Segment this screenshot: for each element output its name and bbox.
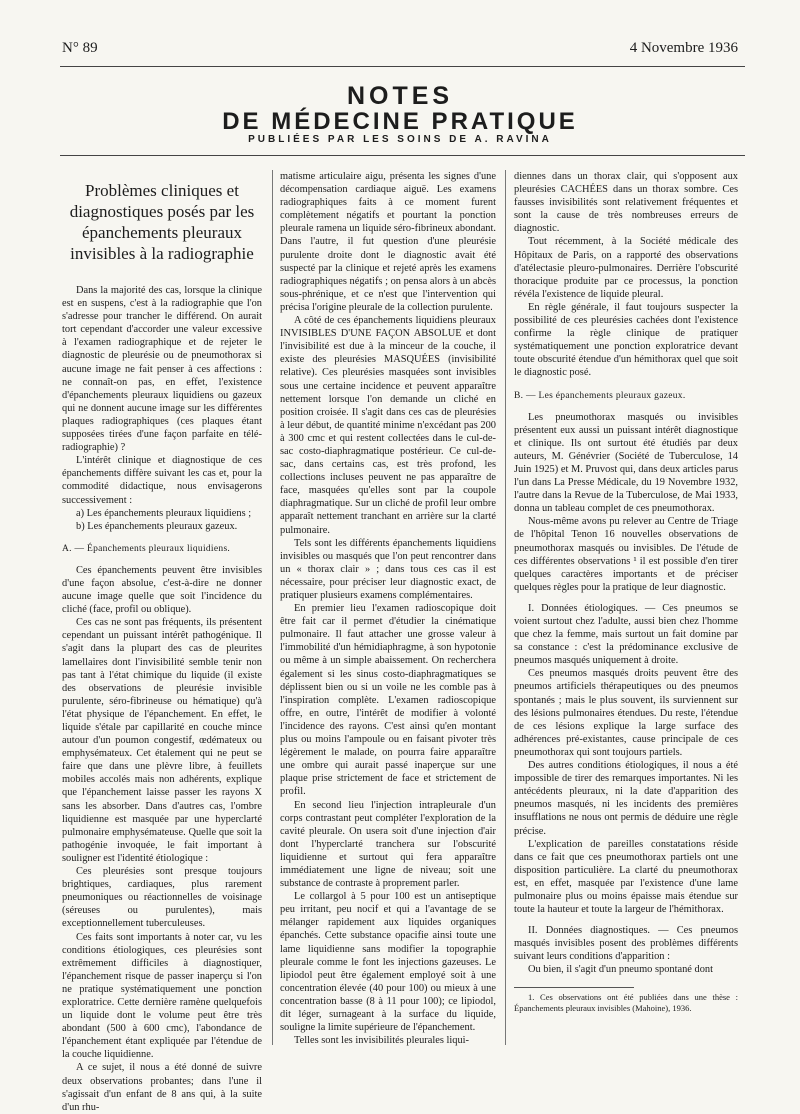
paragraph: Nous-même avons pu relever au Centre de Triage de l'hôpital Tenon 16 nouvelles observations de pneumothorax masqués ou invisibles. De l'étude de ces différentes observations ¹ il est possible d'en tirer quelques caractères importants et de préciser quelques règles pour la pratique de leur diagnostic. [514, 516, 738, 593]
paragraph: Dans la majorité des cas, lorsque la clinique est en suspens, c'est à la radiographie que l'on s'adresse pour trancher le différend. On aurait tort cependant d'accorder une valeur excessive à l'examen radiographique et de rejeter le diagnostic de pleurésie ou de pneumothorax si aucune image ne fait penser à ces affections : ne connaît-on pas, en effet, l'existence d'épanchements pleuraux liquidiens ou gazeux qui ne donnent aucune image sur les différentes plaques radiographiques (ces plaques étant supposées tirées d'une façon parfaite en télé-radiographie) ? [62, 285, 262, 454]
footnote-rule [514, 987, 634, 988]
masthead-title-line1: NOTES [346, 82, 454, 110]
paragraph: Le collargol à 5 pour 100 est un antiseptique peu irritant, peu nocif et qui a l'avantage de se mélanger rapidement aux liquides organiques épanchés. Cette substance opacifie ainsi toute une lame liquidienne sans modifier la topographie pleurale comme le font les injections gazeuses. Le lipiodol peut être également employé soit à une concentration élevée (40 pour 100) ou mieux à une concentration basse (8 à 11 pour 100); ce lipiodol, dit léger, surnageant à la surface du liquide, souligne la limite supérieure de l'épanchement. [280, 891, 496, 1034]
paragraph: En règle générale, il faut toujours suspecter la possibilité de ces pleurésies cachées dont l'existence confirme la règle clinique de pratiquer systématiquement une ponction exploratrice devant toute obscurité étendue d'un hémithorax quel que soit le diagnostic posé. [514, 301, 738, 379]
paragraph: Tout récemment, à la Société médicale des Hôpitaux de Paris, on a rapporté des observations d'atélectasie pleuro-pulmonaires. Derrière l'obscurité thoracique produite par ce processus, la ponction révéla l'existence de liquide pleural. [514, 236, 738, 300]
list-item: b) Les épanchements pleuraux gazeux. [76, 520, 238, 532]
article-title: Problèmes cliniques et diagnostiques posés par les épanchements pleuraux invisibles à la radiographie [69, 181, 255, 263]
paragraph: Ces pneumos masqués droits peuvent être des pneumos artificiels thérapeutiques ou des pneumos spontanés ; mais le plus souvent, ils surviennent sur des lésions pulmonaires étendues. Du reste, l'étendue de ces lésions explique la large surface des adhérences pré-existantes, cause principale de ces pneumothorax qui sont toujours partiels. [514, 668, 738, 758]
paragraph: Ces épanchements peuvent être invisibles d'une façon absolue, c'est-à-dire ne donner aucune image quelle que soit l'incidence du cliché (face, profil ou oblique). [62, 564, 262, 616]
paragraph: Ces pleurésies sont presque toujours brightiques, cardiaques, plus rarement pneumoniques ou réactionnelles de voisinage (séreuses ou purulentes), mais exceptionnellement tuberculeuses. [62, 866, 262, 930]
masthead-subtitle: PUBLIÉES PAR LES SOINS DE A. RAVINA [248, 134, 552, 145]
section-heading-a: A. — Épanchements pleuraux liquidiens. [62, 543, 231, 554]
header-rule [60, 66, 745, 67]
column-1 [62, 170, 262, 1114]
paragraph: Les pneumothorax masqués ou invisibles présentent eux aussi un puissant intérêt diagnostique et clinique. Ils ont surtout été étudiés par deux auteurs, M. Génévrier (Société de Tuberculose, 14 Juin 1925) et M. Pruvost qui, dans deux articles parus l'un dans La Presse Médicale, du 19 Novembre 1932, l'autre dans la Revue de la Tuberculose, de Mai 1933, donna un tableau complet de ces pneumothorax. [514, 411, 738, 515]
paragraph: Telles sont les invisibilités pleurales liqui- [294, 1035, 470, 1047]
paragraph: I. Données étiologiques. — Ces pneumos se voient surtout chez l'adulte, aussi bien chez l'homme que chez la femme, mais surtout un fait domine par sa constance : c'est la prédominance exclusive de pneumos masqués uniquement à droite. [514, 602, 738, 667]
paragraph: Ces faits sont importants à noter car, vu les conditions étiologiques, ces pleurésies sont extrêmement difficiles à diagnostiquer, l'épanchement risque de passer inaperçu si l'on ne pratique systématiquement une ponction exploratrice. Cette dernière ramène quelquefois un liquide dont le volume peut être très abondant (500 à 600 cmc), l'abondance de l'épanchement étant expliquée par l'étendue de la couche liquidienne. [62, 931, 262, 1061]
paragraph: A côté de ces épanchements liquidiens pleuraux INVISIBLES D'UNE FAÇON ABSOLUE et dont l'invisibilité est due à la minceur de la couche, il existe des pleurésies MASQUÉES (invisibilité relative). Ces pleurésies masquées sont invisibles sous une certaine incidence et peuvent apparaître nettement lorsque l'on demande un cliché en position croisée. Il s'agit dans ces cas de pleurésies à leur début, de quantité minime n'excédant pas 200 à 300 cmc et qui restent collectées dans le cul-de-sac costo-diaphragmatique postérieur. Ce cul-de-sac, dans certains cas, est très profond, les collections incluses peuvent ne pas apparaître de face, masquées qu'elles sont par la coupole diaphragmatique. Sur un cliché de profil leur ombre apparaît nettement tranchant en arrière sur la clarté pulmonaire. [280, 315, 496, 536]
paragraph: diennes dans un thorax clair, qui s'opposent aux pleurésies CACHÉES dans un thorax sombre. Ces fausses invisibilités sont relativement fréquentes et sont la cause de très nombreuses erreurs de diagnostic. [514, 171, 738, 235]
paragraph: Ces cas ne sont pas fréquents, ils présentent cependant un puissant intérêt pathogénique. Il s'agit dans la plupart des cas de pleurites lamellaires dont l'invisibilité semble tenir non pas tant à l'état chimique du liquide (il existe des observations de pleurésie invisible purulente, séro-fibrineuse ou hématique) qu'à l'état physique de l'épanchement. En effet, le liquide s'étale par capillarité en couche mince autour d'un poumon congestif, œdémateux ou emphysémateux. Cet étalement qui ne peut se faire que dans une plèvre libre, à feuillets mobiles accolés mais non adhérents, explique que l'épanchement laisse passer les rayons X sans les absorber. Dans d'autres cas, l'ombre liquidienne est masquée par une hyperclarté pulmonaire emphysémateuse. Quelle que soit la pathogénie invoquée, le fait important à souligner est l'identité étiologique : [62, 617, 262, 864]
issue-date: 4 Novembre 1936 [629, 40, 738, 56]
paragraph: En premier lieu l'examen radioscopique doit être fait car il permet d'étudier la cinématique pulmonaire. Il faut attacher une grosse valeur à l'immobilité d'un hémidiaphragme, à son hypotonie ou même à un simple abaissement. On recherchera également si les sinus costo-diaphragmatiques se déplissent bien ou si un voile ne les comble pas à l'inspiration complète. L'examen radioscopique offre, en outre, l'intérêt de modifier à volonté l'incidence des rayons. C'est ainsi qu'en montant plus ou moins l'ampoule ou en faisant pivoter très légèrement le malade, on pourra faire apparaître une ombre qui aurait passé inaperçue sur une plaque prise strictement de face et strictement de profil. [280, 603, 496, 798]
footnote: 1. Ces observations ont été publiées dans une thèse : Épanchements pleuraux invisibles (Mahoine), 1936. [514, 991, 738, 1013]
masthead-title-line2: DE MÉDECINE PRATIQUE [222, 108, 578, 135]
column-divider-1 [272, 170, 273, 1045]
paragraph: matisme articulaire aigu, présenta les signes d'une décompensation cardiaque aiguë. Les examens radiographiques faits à ce moment furent complètement négatifs et pourtant la ponction pleurale ramena un liquide séro-fibrineux abondant. Dans l'autre, il fut question d'une pleurésie purulente droite dont le diagnostic avait été suspecté par la clinique et rejeté après les examens radiographiques négatifs ; on pensa alors à un abcès sous-phrénique, et ce n'est que l'intervention qui précisa l'origine pleurale de la collection purulente. [280, 171, 496, 313]
paragraph: A ce sujet, il nous a été donné de suivre deux observations probantes; dans l'une il s'agissait d'un enfant de 8 ans qui, à la suite d'un rhu- [62, 1062, 262, 1113]
list-item: a) Les épanchements pleuraux liquidiens ; [76, 507, 252, 519]
paragraph: Ou bien, il s'agit d'un pneumo spontané dont [528, 964, 713, 976]
section-heading-b: B. — Les épanchements pleuraux gazeux. [514, 390, 686, 401]
paragraph: En second lieu l'injection intrapleurale d'un corps contrastant peut compléter l'exploration de la cavité pleurale. On usera soit d'une injection d'air dont l'hyperclarté tranchera sur l'obscurité liquidienne et surtout qui fera apparaître immédiatement une ligne de niveau; soit une substance de contraste à proprement parler. [280, 799, 496, 890]
issue-number: N° 89 [62, 40, 98, 56]
column-2 [280, 170, 496, 1047]
paragraph: L'intérêt clinique et diagnostique de ces épanchements diffère suivant les cas et, pour la commodité didactique, nous envisagerons successivement : [62, 455, 262, 506]
column-divider-2 [505, 170, 506, 1045]
paragraph: Tels sont les différents épanchements liquidiens invisibles ou masqués que l'on peut rencontrer dans un « thorax clair » ; dans tous ces cas il est nécessaire, pour préciser leur diagnostic exact, de pratiquer plusieurs examens complémentaires. [280, 537, 496, 601]
paragraph: II. Données diagnostiques. — Ces pneumos masqués invisibles posent des problèmes différents suivant leurs conditions d'apparition : [514, 925, 738, 963]
paragraph: L'explication de pareilles constatations réside dans ce fait que ces pneumothorax partiels ont une disposition particulière. La clarté du pneumothorax est, en effet, masquée par l'existence d'une lame pulmonaire plus ou moins épaisse mais étendue sur toute la hauteur et toute la largeur de l'hémithorax. [514, 838, 738, 916]
masthead-rule [60, 155, 745, 156]
column-3 [514, 170, 738, 1014]
paragraph: Des autres conditions étiologiques, il nous a été impossible de tirer des remarques importantes. Ni les antécédents pleuraux, ni la date d'apparition des pneumos masqués, ni les incidents des premières insufflations ne nous ont permis de déduire une règle précise. [514, 760, 738, 837]
